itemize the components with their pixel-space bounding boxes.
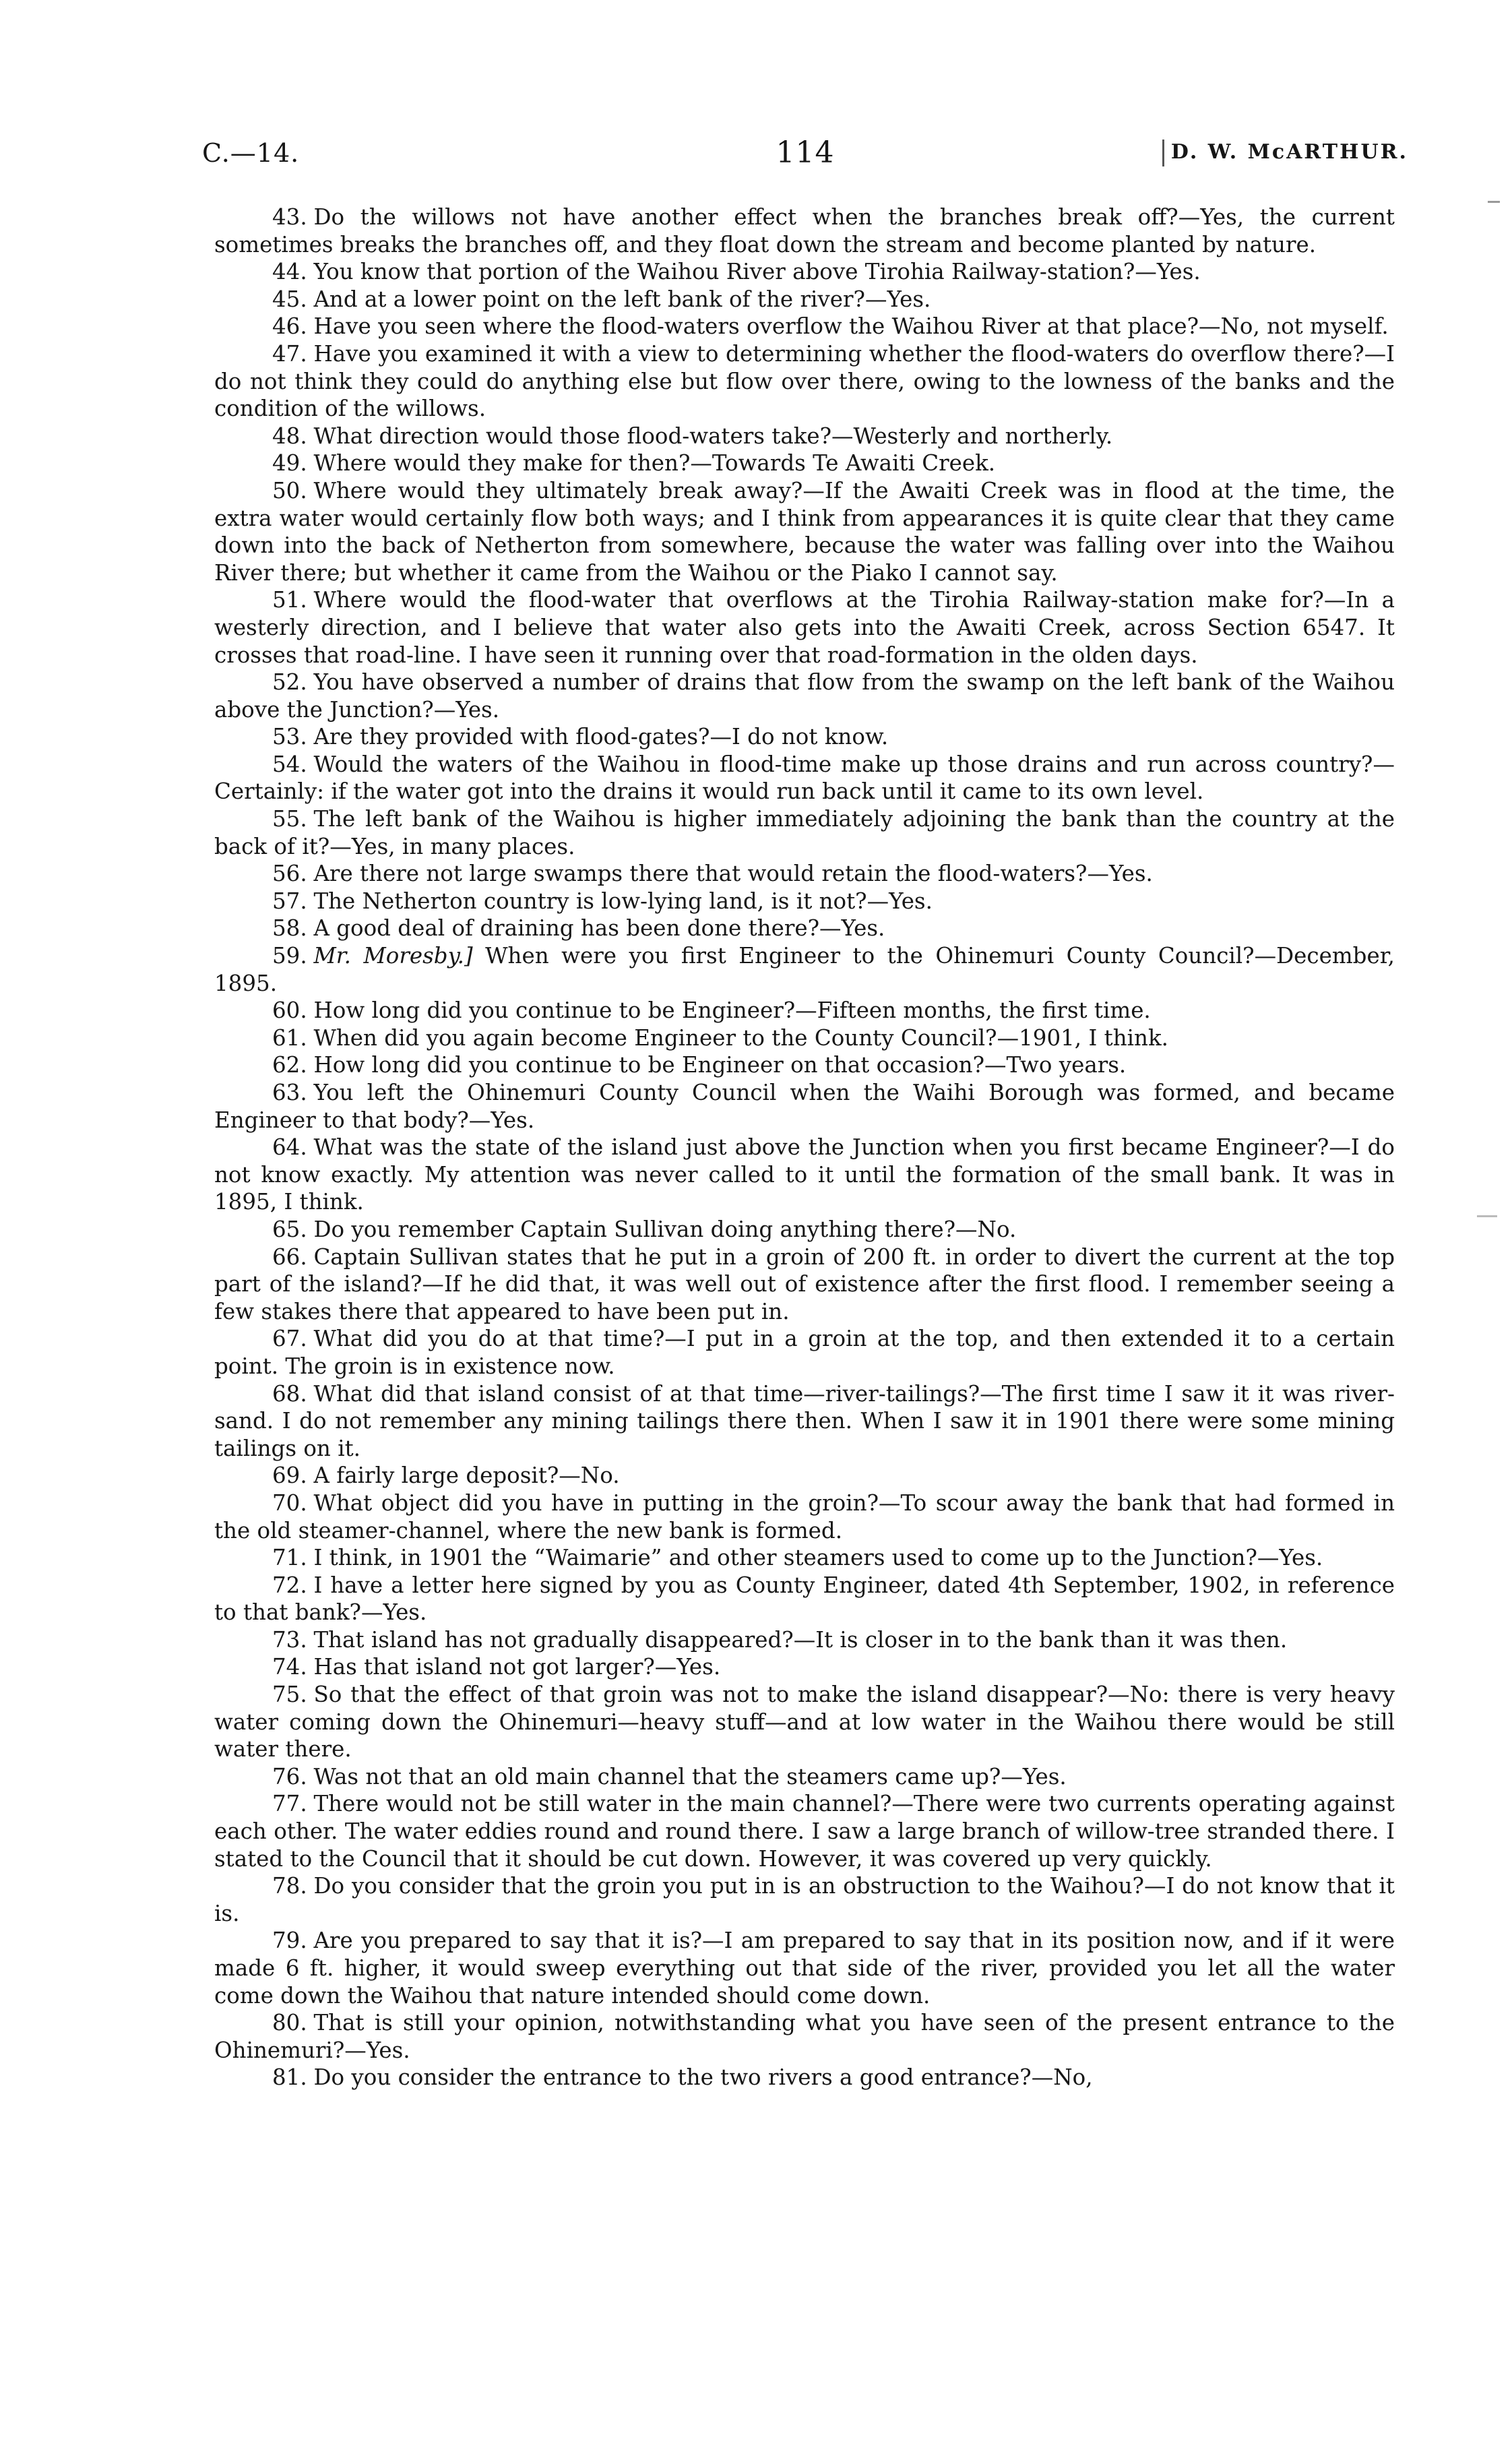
question-number: 44. — [272, 259, 307, 285]
question-text: Do you remember Captain Sullivan doing anything there?—No. — [313, 1216, 1017, 1242]
qa-paragraph — [214, 2009, 1395, 2064]
qa-paragraph — [214, 1244, 1395, 1326]
qa-paragraph — [214, 1763, 1395, 1791]
question-number: 49. — [272, 450, 307, 477]
question-number: 45. — [272, 286, 307, 312]
question-number: 57. — [272, 888, 307, 914]
question-number: 50. — [272, 477, 307, 503]
question-text: Do the willows not have another effect when the branches break off?—Yes, the current sometimes breaks the branches off, and they float down the stream and become planted by nature. — [214, 204, 1395, 257]
question-number: 76. — [272, 1763, 307, 1789]
speaker-label: Mr. Moresby.] — [313, 943, 473, 969]
question-text: So that the effect of that groin was not to make the island disappear?—No: there is very heavy water coming down the Ohinemuri—heavy stuff—and at low water in the Waihou there would be still water there. — [214, 1682, 1395, 1763]
question-text: Have you seen where the flood-waters overflow the Waihou River at that place?—No, not myself. — [313, 313, 1389, 340]
question-text: There would not be still water in the main channel?—There were two currents operating against each other. The water eddies round and round there. I saw a large branch of willow-tree stranded there. I stated to the Council that it should be cut down. However, it was covered up very quickly. — [214, 1791, 1395, 1872]
question-text: What direction would those flood-waters take?—Westerly and northerly. — [313, 423, 1113, 449]
running-header — [202, 135, 1408, 179]
qa-paragraph — [214, 860, 1395, 888]
qa-paragraph — [214, 1653, 1395, 1681]
question-text: How long did you continue to be Engineer?—Fifteen months, the first time. — [313, 998, 1151, 1024]
qa-paragraph — [214, 2064, 1395, 2091]
question-number: 74. — [272, 1654, 307, 1680]
question-number: 75. — [272, 1682, 307, 1708]
question-text: What did that island consist of at that time—river-tailings?—The first time I saw it it was river-sand. I do not remember any mining tailings there then. When I saw it in 1901 there were some mining tailings on it. — [214, 1380, 1395, 1461]
question-number: 61. — [272, 1024, 307, 1051]
margin-mark-middle — [1477, 1215, 1497, 1217]
question-text: Where would the flood-water that overflows at the Tirohia Railway-station make for?—In a westerly direction, and I believe that water also gets into the Awaiti Creek, across Section 6547. It crosses that road-line. I have seen it running over that road-formation in the olden days. — [214, 587, 1395, 668]
question-text: A fairly large deposit?—No. — [313, 1463, 620, 1489]
question-text: Would the waters of the Waihou in flood-time make up those drains and run across country?—Certainly: if the water got into the drains it would run back until it came to its own level. — [214, 751, 1395, 805]
question-number: 53. — [272, 724, 307, 750]
qa-paragraph — [214, 915, 1395, 942]
question-number: 52. — [272, 669, 307, 696]
question-text: Captain Sullivan states that he put in a groin of 200 ft. in order to divert the current at the top part of the island?—If he did that, it was well out of existence after the first flood. I remember seeing a few stakes there that appeared to have been put in. — [214, 1244, 1395, 1324]
question-text: The left bank of the Waihou is higher immediately adjoining the bank than the country at the back of it?—Yes, in many places. — [214, 806, 1395, 859]
question-number: 71. — [272, 1545, 307, 1571]
qa-paragraph — [214, 477, 1395, 586]
question-text: Where would they make for then?—Towards Te Awaiti Creek. — [313, 450, 996, 477]
qa-paragraph — [214, 1325, 1395, 1380]
qa-paragraph — [214, 1462, 1395, 1490]
question-number: 67. — [272, 1326, 307, 1352]
question-number: 66. — [272, 1244, 307, 1270]
question-text: I think, in 1901 the “Waimarie” and other steamers used to come up to the Junction?—Yes. — [313, 1545, 1323, 1571]
qa-paragraph — [214, 1051, 1395, 1079]
question-number: 62. — [272, 1052, 307, 1078]
question-text: What was the state of the island just above the Junction when you first became Engineer?—I do not know exactly. My attention was never called to it until the formation of the small bank. It was in 1895, I think. — [214, 1134, 1395, 1215]
question-number: 77. — [272, 1791, 307, 1817]
question-number: 56. — [272, 861, 307, 887]
question-text: How long did you continue to be Engineer on that occasion?—Two years. — [313, 1052, 1127, 1078]
question-text: Are there not large swamps there that would retain the flood-waters?—Yes. — [313, 861, 1153, 887]
question-text: You left the Ohinemuri County Council when the Waihi Borough was formed, and became Engineer to that body?—Yes. — [214, 1080, 1395, 1133]
question-text: You have observed a number of drains that flow from the swamp on the left bank of the Waihou above the Junction?—Yes. — [214, 669, 1395, 723]
question-number: 79. — [272, 1928, 307, 1954]
question-text: What object did you have in putting in the groin?—To scour away the bank that had formed in the old steamer-channel, where the new bank is formed. — [214, 1490, 1395, 1543]
qa-paragraph — [214, 997, 1395, 1024]
question-text: Do you consider the entrance to the two rivers a good entrance?—No, — [313, 2064, 1093, 2091]
question-text: That island has not gradually disappeared?—It is closer in to the bank than it was then. — [313, 1626, 1288, 1653]
question-text: Do you consider that the groin you put in is an obstruction to the Waihou?—I do not know that it is. — [214, 1873, 1395, 1926]
question-number: 48. — [272, 423, 307, 449]
question-text: What did you do at that time?—I put in a groin at the top, and then extended it to a certain point. The groin is in existence now. — [214, 1326, 1395, 1379]
margin-rule — [1162, 140, 1164, 166]
qa-paragraph — [214, 1024, 1395, 1052]
qa-paragraph — [214, 258, 1395, 286]
qa-paragraph — [214, 1927, 1395, 2009]
question-number: 46. — [272, 313, 307, 340]
question-text: Was not that an old main channel that the steamers came up?—Yes. — [313, 1763, 1067, 1789]
qa-paragraph — [214, 1079, 1395, 1134]
qa-paragraph — [214, 1544, 1395, 1572]
testimony-body — [214, 204, 1395, 2091]
question-text: You know that portion of the Waihou River above Tirohia Railway-station?—Yes. — [313, 259, 1201, 285]
question-number: 47. — [272, 340, 307, 367]
qa-paragraph — [214, 423, 1395, 450]
question-number: 80. — [272, 2010, 307, 2036]
witness-name-text: D. W. McARTHUR. — [1170, 140, 1408, 164]
question-text: A good deal of draining has been done there?—Yes. — [313, 915, 885, 942]
qa-paragraph — [214, 204, 1395, 258]
question-number: 54. — [272, 751, 307, 777]
question-number: 69. — [272, 1463, 307, 1489]
question-number: 65. — [272, 1216, 307, 1242]
qa-paragraph — [214, 751, 1395, 805]
question-text: That is still your opinion, notwithstanding what you have seen of the present entrance to the Ohinemuri?—Yes. — [214, 2010, 1395, 2063]
question-number: 78. — [272, 1873, 307, 1899]
question-text: When were you first Engineer to the Ohinemuri County Council?—December, 1895. — [214, 943, 1395, 996]
question-number: 81. — [272, 2064, 307, 2091]
qa-paragraph — [214, 1681, 1395, 1763]
question-number: 60. — [272, 998, 307, 1024]
witness-name — [1162, 140, 1408, 166]
qa-paragraph — [214, 805, 1395, 860]
question-number: 59. — [272, 943, 307, 969]
qa-paragraph — [214, 723, 1395, 751]
qa-paragraph — [214, 286, 1395, 313]
question-number: 55. — [272, 806, 307, 832]
question-number: 51. — [272, 587, 307, 613]
qa-paragraph — [214, 450, 1395, 477]
question-text: Where would they ultimately break away?—If the Awaiti Creek was in flood at the time, the extra water would certainly flow both ways; and I think from appearances it is quite clear that they came down into the back of Netherton from somewhere, because the water was falling over into the Waihou River there; but whether it came from the Waihou or the Piako I cannot say. — [214, 477, 1395, 586]
qa-paragraph — [214, 1626, 1395, 1654]
question-number: 73. — [272, 1626, 307, 1653]
question-number: 64. — [272, 1134, 307, 1161]
question-text: The Netherton country is low-lying land, is it not?—Yes. — [313, 888, 933, 914]
question-number: 70. — [272, 1490, 307, 1516]
question-text: And at a lower point on the left bank of the river?—Yes. — [313, 286, 931, 312]
qa-paragraph — [214, 1134, 1395, 1216]
question-number: 72. — [272, 1572, 307, 1598]
page-number: 114 — [776, 135, 835, 170]
qa-paragraph — [214, 340, 1395, 423]
question-text: Are you prepared to say that it is?—I am prepared to say that in its position now, and if it were made 6 ft. higher, it would sweep everything out that side of the river, provided you let all the water come down the Waihou that nature intended should come down. — [214, 1928, 1395, 2009]
qa-paragraph — [214, 313, 1395, 340]
qa-paragraph — [214, 888, 1395, 915]
question-number: 43. — [272, 204, 307, 230]
qa-paragraph — [214, 586, 1395, 669]
qa-paragraph — [214, 1490, 1395, 1544]
qa-paragraph — [214, 1380, 1395, 1463]
question-text: Has that island not got larger?—Yes. — [313, 1654, 721, 1680]
margin-mark-top — [1488, 201, 1500, 203]
question-text: When did you again become Engineer to the County Council?—1901, I think. — [313, 1024, 1168, 1051]
question-number: 58. — [272, 915, 307, 942]
question-number: 63. — [272, 1080, 307, 1105]
qa-paragraph — [214, 1216, 1395, 1244]
qa-paragraph — [214, 942, 1395, 997]
qa-paragraph — [214, 669, 1395, 723]
qa-paragraph — [214, 1790, 1395, 1872]
question-text: I have a letter here signed by you as County Engineer, dated 4th September, 1902, in reference to that bank?—Yes. — [214, 1572, 1395, 1626]
question-text: Have you examined it with a view to determining whether the flood-waters do overflow there?—I do not think they could do anything else but flow over there, owing to the lowness of the banks and the condition of the willows. — [214, 340, 1395, 422]
qa-paragraph — [214, 1572, 1395, 1626]
document-code: C.—14. — [202, 138, 300, 168]
question-number: 68. — [272, 1380, 307, 1407]
question-text: Are they provided with flood-gates?—I do not know. — [313, 724, 889, 750]
qa-paragraph — [214, 1872, 1395, 1927]
